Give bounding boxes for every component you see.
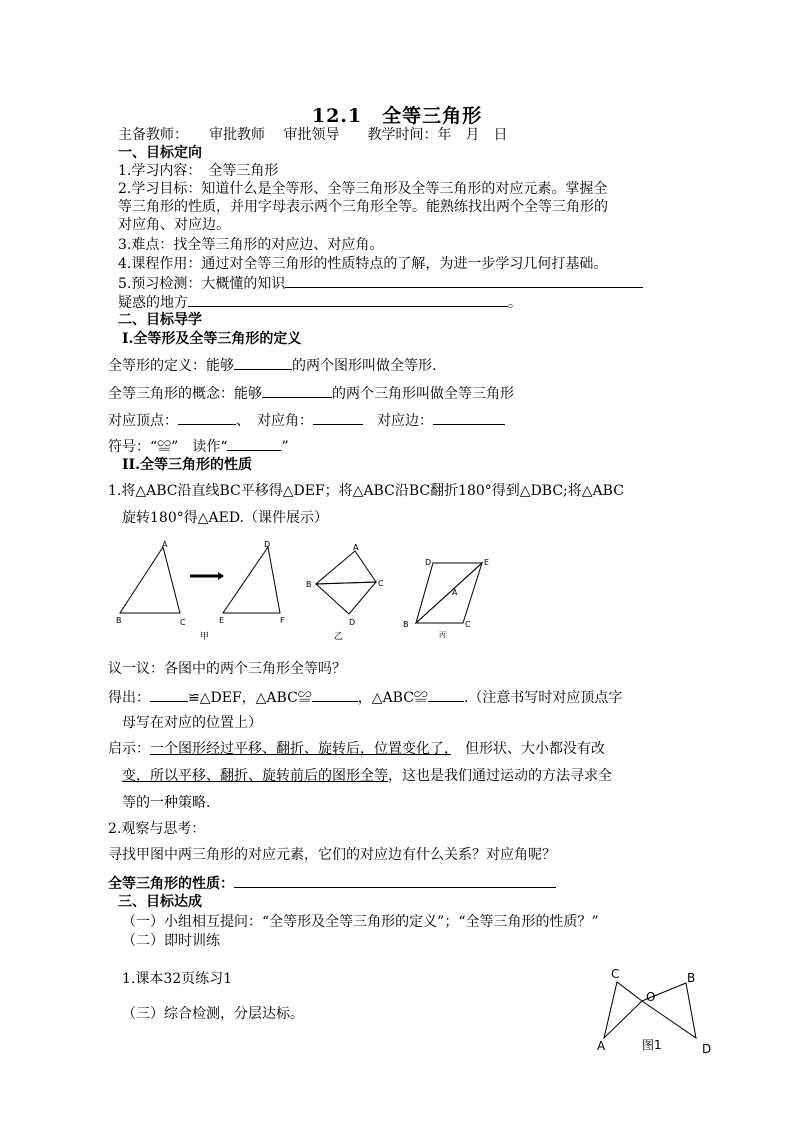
page-title: 12.1 全等三角形 — [311, 105, 483, 127]
section-3-heading: 三、目标达成 — [118, 894, 202, 910]
label-b-yi: B — [306, 580, 312, 589]
caption-jia: 甲 — [200, 632, 210, 642]
triangle-abc — [120, 547, 180, 613]
label-o-fig1: O — [646, 990, 656, 1004]
problem-1-line-1: 1.将△ABC沿直线BC平移得△DEF；将△ABC沿BC翻折180°得到△DBC;将△ABC — [108, 483, 624, 499]
doubts-label: 疑惑的地方 — [118, 295, 188, 311]
triangle-abc-bing — [416, 563, 482, 623]
label-c-fig1: C — [611, 967, 620, 981]
congruent-figure-definition: 全等形的定义：能够 的两个图形叫做全等形. — [108, 358, 437, 374]
instant-training: （二）即时训练 — [122, 933, 220, 949]
result-blank-3[interactable] — [428, 688, 464, 702]
find-question: 寻找甲图中两三角形的对应元素，它们的对应边有什么关系？对应角呢？ — [108, 847, 556, 863]
section-2-heading: 二、目标导学 — [118, 312, 202, 328]
property-line: 全等三角形的性质： — [108, 874, 556, 893]
caption-yi: 乙 — [334, 632, 344, 642]
doubts-blank[interactable] — [188, 293, 508, 307]
caption-bing: 丙 — [439, 631, 446, 639]
figure-1 — [590, 962, 720, 1062]
figure-bing — [416, 563, 482, 623]
course-role: 4.课程作用：通过对全等三角形的性质特点的了解，为进一步学习几何打基础。 — [118, 256, 608, 272]
discussion: 议一议：各图中的两个三角形全等吗？ — [108, 661, 346, 677]
preview-check-label: 5.预习检测：大概懂的知识 — [118, 276, 286, 292]
triangle-dbc-yi — [316, 582, 376, 614]
figure-1-caption: 图1 — [642, 1038, 662, 1052]
label-a-yi: A — [353, 543, 359, 552]
label-d: D — [264, 540, 271, 549]
triangle-def — [223, 547, 280, 613]
result-line: 得出： ≌△DEF，△ABC≌ ，△ABC≌ .（注意书写时对应顶点字 — [108, 690, 623, 706]
preview-check — [118, 274, 643, 293]
section-1-heading: 一、目标定向 — [118, 145, 202, 161]
label-d-yi: D — [349, 618, 356, 627]
label-b: B — [116, 616, 122, 625]
result-note: 母写在对应的位置上） — [122, 715, 262, 731]
known-knowledge-blank[interactable] — [285, 274, 643, 288]
textbook-exercise: 1.课本32页练习1 — [122, 971, 233, 987]
symbol-line: 符号：“≌” 读作“ ” — [108, 439, 289, 455]
definition-blank-2[interactable] — [262, 384, 332, 398]
study-content: 1.学习内容： 全等三角形 — [118, 163, 279, 179]
transformation-figures — [108, 535, 508, 647]
definition-blank-1[interactable] — [234, 356, 292, 370]
label-e-bing: E — [484, 558, 490, 567]
hint-line-2: 变，所以平移、翻折、旋转前后的图形全等，这也是我们通过运动的方法寻求全 — [122, 768, 612, 784]
label-d-bing: D — [425, 558, 432, 567]
arrow-head-icon — [218, 572, 224, 580]
group-question: （一）小组相互提问：“全等形及全等三角形的定义”；“全等三角形的性质？” — [122, 914, 599, 930]
label-e: E — [219, 616, 225, 625]
hint-line-3: 等的一种策略. — [122, 795, 211, 811]
figure-yi — [316, 551, 376, 614]
doubts: 疑惑的地方 。 — [118, 295, 522, 311]
study-goal-line-1: 2.学习目标：知道什么是全等形、全等三角形及全等三角形的对应元素。掌握全 — [118, 181, 608, 197]
label-b-fig1: B — [687, 971, 696, 985]
label-a-bing: A — [452, 588, 458, 597]
hint-line-1: 启示：一个图形经过平移、翻折、旋转后，位置变化了， 但形状、大小都没有改 — [108, 741, 605, 757]
label-c-bing: C — [465, 620, 471, 629]
corresponding-elements: 对应顶点： 、 对应角： 对应边： — [108, 411, 505, 430]
observe-think: 2.观察与思考： — [108, 821, 206, 837]
figure-jia — [120, 547, 280, 613]
problem-1-line-2: 旋转180°得△AED.（课件展示） — [122, 510, 328, 526]
symbol-reading-blank[interactable] — [227, 437, 281, 451]
study-goal-line-3: 对应角、对应边。 — [118, 217, 230, 233]
difficulty: 3.难点：找全等三角形的对应边、对应角。 — [118, 237, 384, 253]
header-info: 主备教师： 审批教师 审批领导 教学时间：年 月 日 — [118, 127, 508, 143]
label-c-yi: C — [378, 579, 384, 588]
label-a: A — [162, 540, 168, 549]
comprehensive-test: （三）综合检测，分层达标。 — [122, 1006, 304, 1022]
triangle-abc-yi — [316, 551, 376, 584]
label-b-bing: B — [403, 620, 409, 629]
triangle-aco — [604, 982, 642, 1038]
property-blank[interactable] — [234, 874, 556, 888]
result-blank-1[interactable] — [150, 688, 188, 702]
study-goal-line-2: 等三角形的性质，并用字母表示两个三角形全等。能熟练找出两个全等三角形的 — [118, 199, 608, 215]
result-blank-2[interactable] — [312, 688, 358, 702]
subsection-1-heading: I.全等形及全等三角形的定义 — [122, 331, 302, 347]
label-a-fig1: A — [597, 1039, 606, 1053]
congruent-triangle-concept: 全等三角形的概念：能够 的两个三角形叫做全等三角形 — [108, 386, 514, 402]
label-d-fig1: D — [702, 1042, 712, 1056]
label-c: C — [180, 618, 186, 627]
subsection-2-heading: II.全等三角形的性质 — [122, 457, 252, 473]
label-f: F — [280, 616, 285, 625]
corresponding-angle-blank[interactable] — [313, 411, 363, 425]
corresponding-side-blank[interactable] — [433, 411, 505, 425]
corresponding-vertex-blank[interactable] — [178, 411, 236, 425]
